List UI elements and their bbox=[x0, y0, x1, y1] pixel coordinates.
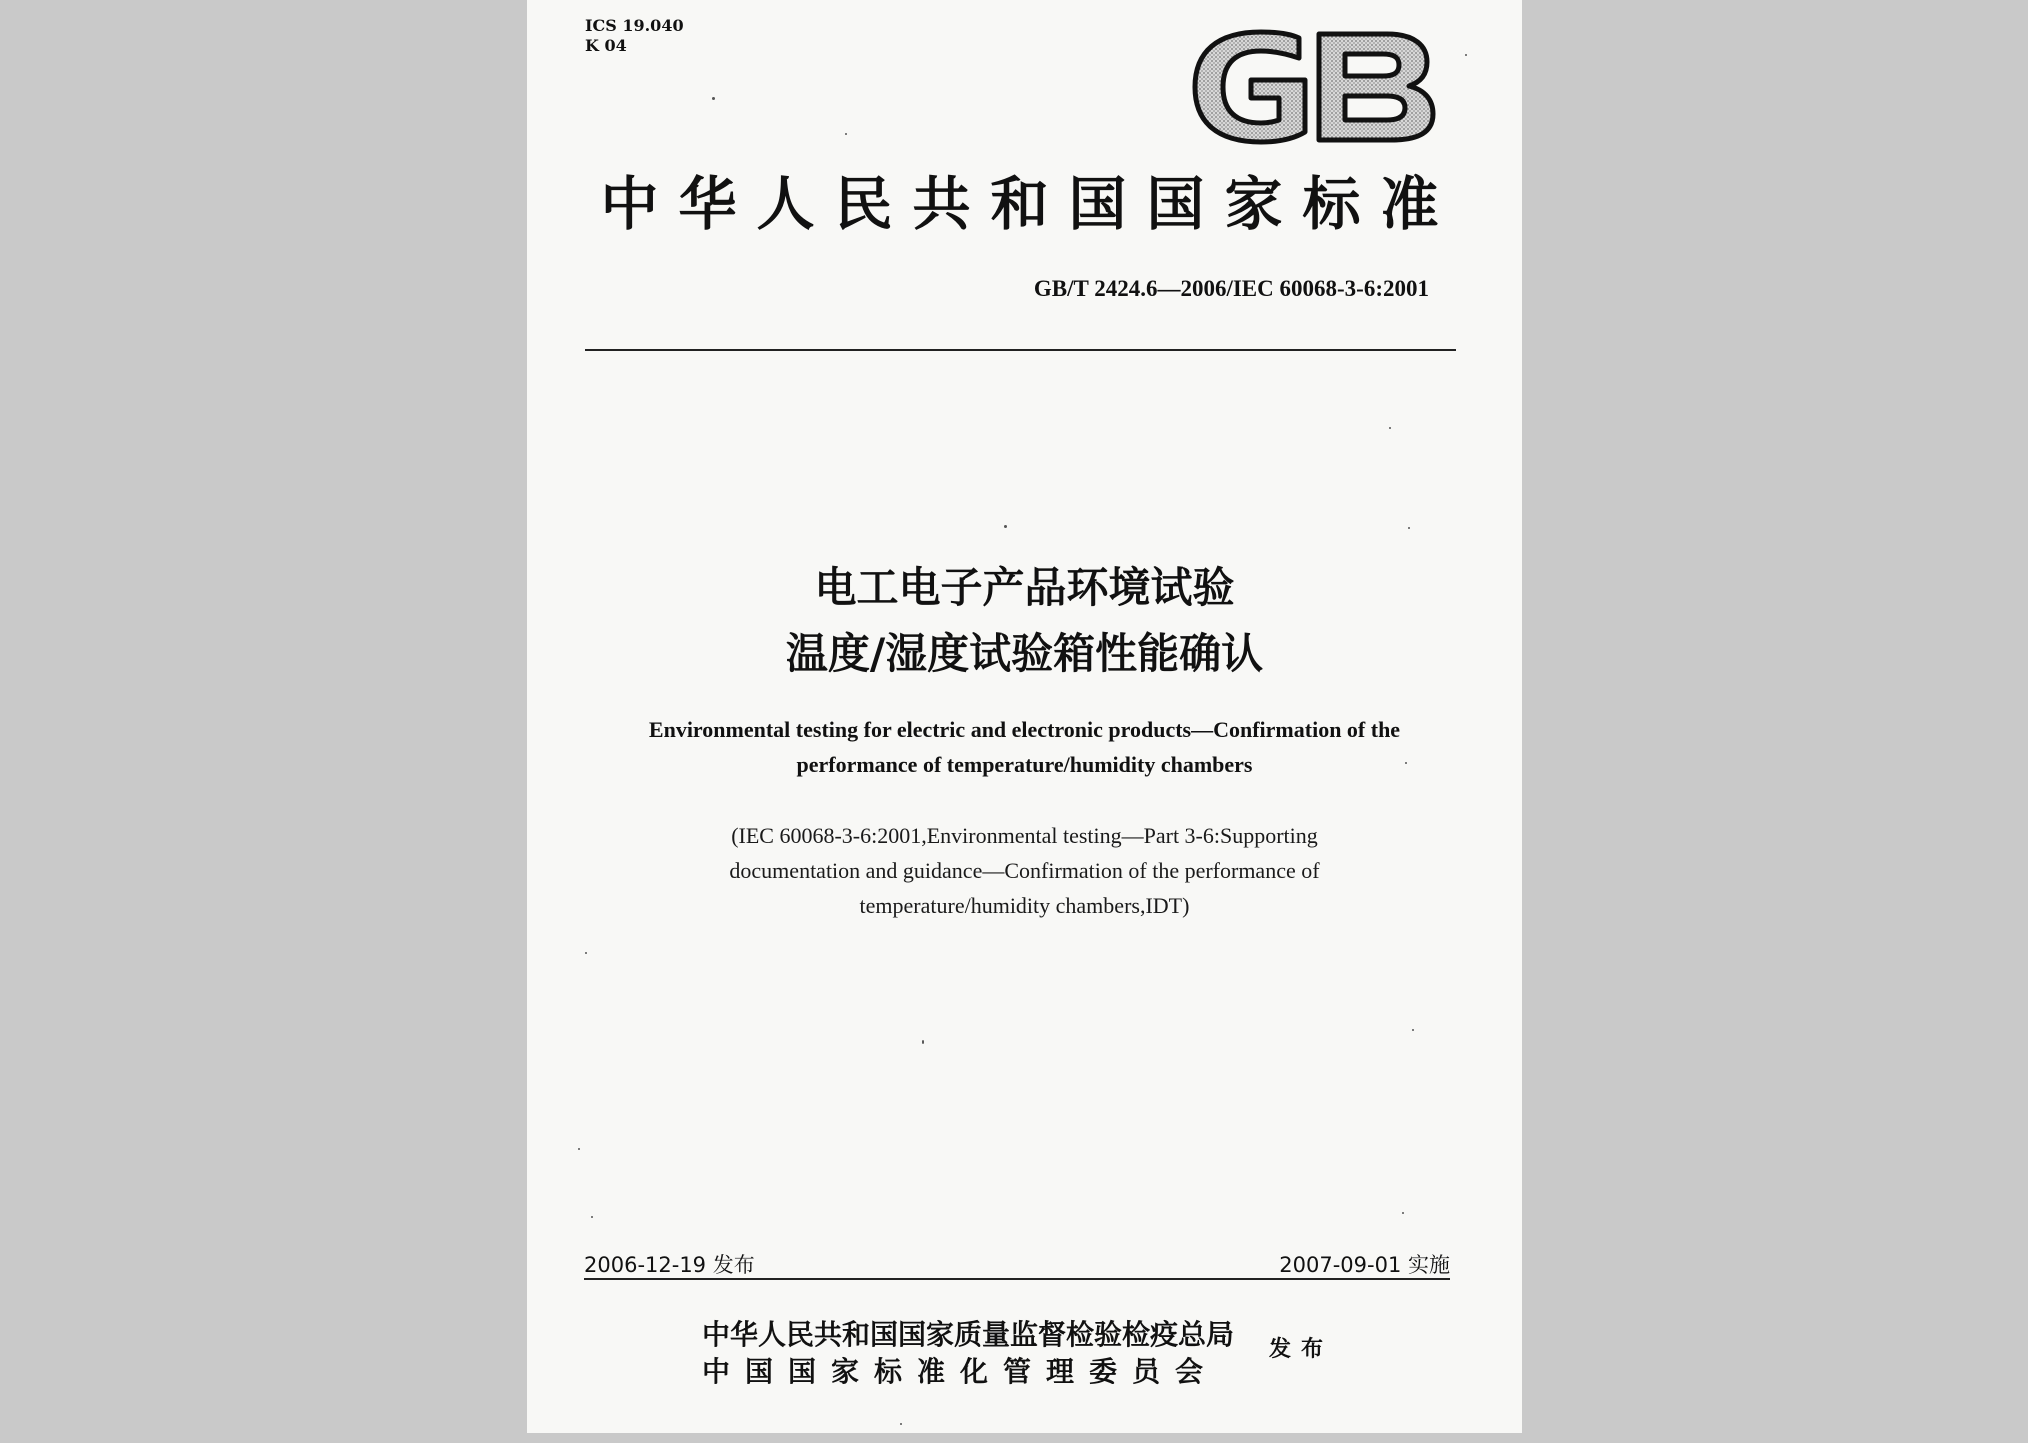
standard-cover-page bbox=[527, 0, 1522, 1433]
scan-speck bbox=[1465, 54, 1467, 56]
chinese-title-line-2: 温度/湿度试验箱性能确认 bbox=[785, 629, 1264, 678]
standard-number: GB/T 2424.6—2006/IEC 60068-3-6:2001 bbox=[1033, 276, 1429, 301]
scan-speck bbox=[1408, 527, 1410, 529]
issue-date: 2006-12-19 发布 bbox=[584, 1253, 755, 1277]
chinese-title-line-1: 电工电子产品环境试验 bbox=[814, 563, 1235, 612]
classification-codes bbox=[585, 16, 684, 56]
publish-label: 发布 bbox=[1269, 1336, 1334, 1362]
scan-speck bbox=[1412, 1029, 1414, 1031]
scan-speck bbox=[591, 1216, 593, 1218]
gb-logo-icon bbox=[1187, 28, 1437, 146]
ics-code: ICS 19.040 bbox=[585, 16, 684, 35]
scan-speck bbox=[900, 1423, 902, 1425]
scan-speck bbox=[1004, 525, 1007, 528]
implementation-date: 2007-09-01 实施 bbox=[1279, 1253, 1450, 1277]
scan-speck bbox=[922, 1040, 924, 1044]
national-standard-title: 中华人民共和国国家标准 bbox=[600, 170, 1459, 238]
scan-speck bbox=[585, 952, 587, 954]
footer-divider bbox=[584, 1278, 1450, 1280]
header-divider bbox=[585, 349, 1456, 351]
scan-speck bbox=[1389, 427, 1391, 429]
iec-equivalence-line-2: documentation and guidance—Confirmation of the performance of bbox=[729, 858, 1320, 883]
scan-speck bbox=[578, 1148, 580, 1150]
iec-equivalence-line-3: temperature/humidity chambers,IDT) bbox=[859, 893, 1190, 918]
issuing-authority-2: 中国国家标准化管理委员会 bbox=[702, 1355, 1219, 1388]
scan-speck bbox=[845, 133, 847, 135]
ccs-code: K 04 bbox=[585, 36, 627, 55]
scan-speck bbox=[1405, 762, 1407, 764]
issuing-authority-1: 中华人民共和国国家质量监督检验检疫总局 bbox=[702, 1318, 1235, 1351]
scan-speck bbox=[712, 97, 715, 100]
scan-speck bbox=[1402, 1212, 1404, 1214]
english-title-line-2: performance of temperature/humidity chambers bbox=[796, 752, 1253, 777]
english-title-line-1: Environmental testing for electric and electronic products—Confirmation of the bbox=[648, 717, 1401, 742]
iec-equivalence-line-1: (IEC 60068-3-6:2001,Environmental testing—Part 3-6:Supporting bbox=[731, 823, 1318, 848]
